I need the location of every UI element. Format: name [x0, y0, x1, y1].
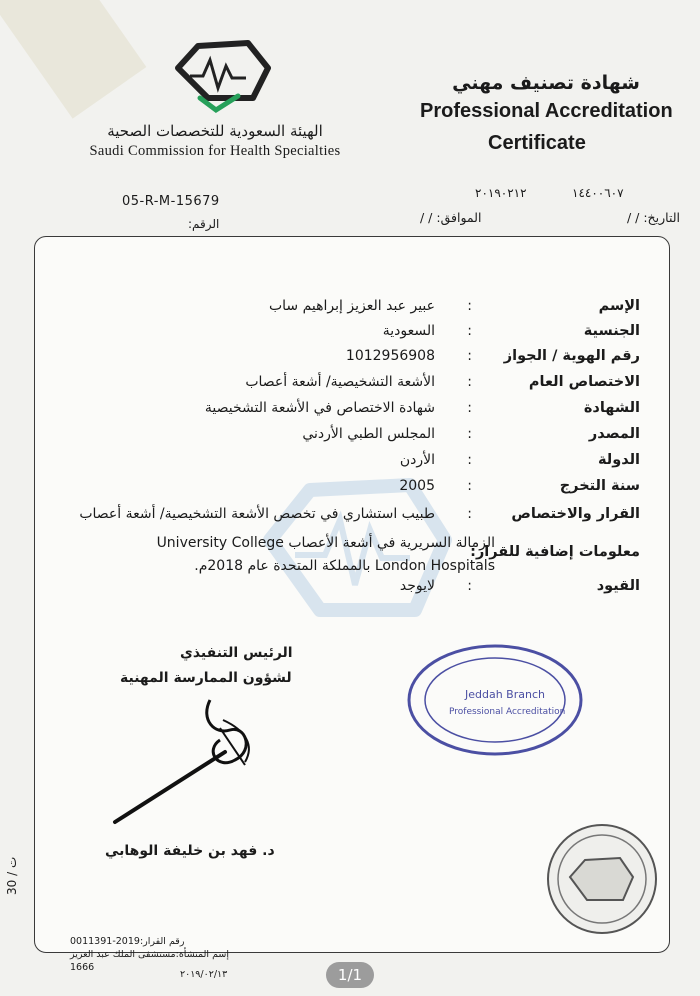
field-value: لايوجد	[399, 578, 435, 594]
date-gregorian: ٢٠١٩٠٢١٢	[475, 186, 527, 200]
org-name-arabic: الهيئة السعودية للتخصصات الصحية	[107, 122, 323, 140]
field-colon: :	[467, 478, 472, 494]
field-label: القيود	[596, 578, 640, 594]
field-colon: :	[467, 578, 472, 594]
paper-fold	[0, 0, 146, 119]
field-label: المصدر	[588, 426, 640, 442]
field-row-specialty	[40, 374, 640, 398]
scfhs-logo	[168, 38, 278, 118]
side-reference: ت / 30	[5, 856, 19, 895]
field-colon: :	[467, 298, 472, 314]
footer-code: 1666	[70, 962, 95, 973]
field-colon: :	[467, 426, 472, 442]
field-label: سنة التخرج	[559, 478, 640, 494]
svg-text:Professional Accreditation: Professional Accreditation	[449, 707, 566, 717]
field-colon: :	[467, 348, 472, 364]
field-row-country	[40, 452, 640, 476]
official-stamp	[405, 640, 585, 760]
additional-info-line1: الزمالة السريرية في أشعة الأعصاب University College	[156, 535, 495, 551]
field-row-id	[40, 348, 640, 372]
signatory-title-line1: الرئيس التنفيذي	[180, 645, 293, 661]
field-label: الدولة	[597, 452, 640, 468]
field-value: عبير عبد العزيز إبراهيم ساب	[268, 298, 435, 314]
field-row-decision	[40, 506, 640, 530]
footer-facility: إسم المنشأة:مستشفى الملك عبد العزيز	[70, 949, 230, 960]
title-arabic: شهادة تصنيف مهني	[452, 72, 640, 94]
field-colon: :	[467, 374, 472, 390]
field-value: شهادة الاختصاص في الأشعة التشخيصية	[204, 400, 435, 416]
additional-info-line2: London Hospitals بالمملكة المتحدة عام 2018م.	[194, 558, 495, 574]
reference-number: 05-R-M-15679	[122, 194, 220, 209]
signatory-name: د. فهد بن خليفة الوهابي	[105, 843, 275, 859]
org-name-english: Saudi Commission for Health Specialties	[89, 143, 341, 159]
field-value: السعودية	[382, 323, 435, 339]
title-english-line2: Certificate	[488, 132, 586, 154]
field-value: الأردن	[399, 452, 435, 468]
reference-label: الرقم:	[188, 217, 220, 231]
field-row-restrictions	[40, 578, 640, 602]
footer-decision-number: رقم القرار:2019-0011391	[70, 936, 185, 947]
embossed-seal	[545, 822, 660, 937]
field-row-nationality	[40, 323, 640, 347]
field-row-graduation-year	[40, 478, 640, 502]
signature	[105, 690, 275, 830]
field-label: القرار والاختصاص	[511, 506, 640, 522]
field-colon: :	[467, 452, 472, 468]
field-value: 1012956908	[345, 348, 435, 364]
svg-text:Jeddah Branch: Jeddah Branch	[465, 688, 545, 701]
date-hijri: ١٤٤٠٠٦٠٧	[572, 186, 624, 200]
field-label: معلومات إضافية للقرار:	[470, 544, 640, 560]
signatory-title-line2: لشؤون الممارسة المهنية	[120, 670, 292, 686]
field-label: الشهادة	[583, 400, 640, 416]
field-row-certificate	[40, 400, 640, 424]
field-value: 2005	[399, 478, 435, 494]
field-colon: :	[467, 400, 472, 416]
field-label: الإسم	[598, 298, 640, 314]
field-value: الأشعة التشخيصية/ أشعة أعصاب	[245, 374, 435, 390]
field-label: رقم الهوية / الجواز	[503, 348, 640, 364]
field-row-name	[40, 298, 640, 322]
field-label: الاختصاص العام	[528, 374, 640, 390]
field-value: المجلس الطبي الأردني	[302, 426, 435, 442]
field-row-source	[40, 426, 640, 450]
footer-date: ٢٠١٩/٠٢/١٣	[180, 969, 228, 980]
corresponding-date-label: الموافق: / /	[420, 210, 482, 225]
field-colon: :	[467, 506, 472, 522]
date-label: التاريخ: / /	[626, 210, 680, 225]
title-english-line1: Professional Accreditation	[420, 100, 673, 122]
field-value: طبيب استشاري في تخصص الأشعة التشخيصية/ أشعة أعصاب	[79, 506, 435, 522]
field-colon: :	[467, 323, 472, 339]
page-indicator[interactable]: 1/1	[326, 962, 374, 988]
field-label: الجنسية	[583, 323, 640, 339]
